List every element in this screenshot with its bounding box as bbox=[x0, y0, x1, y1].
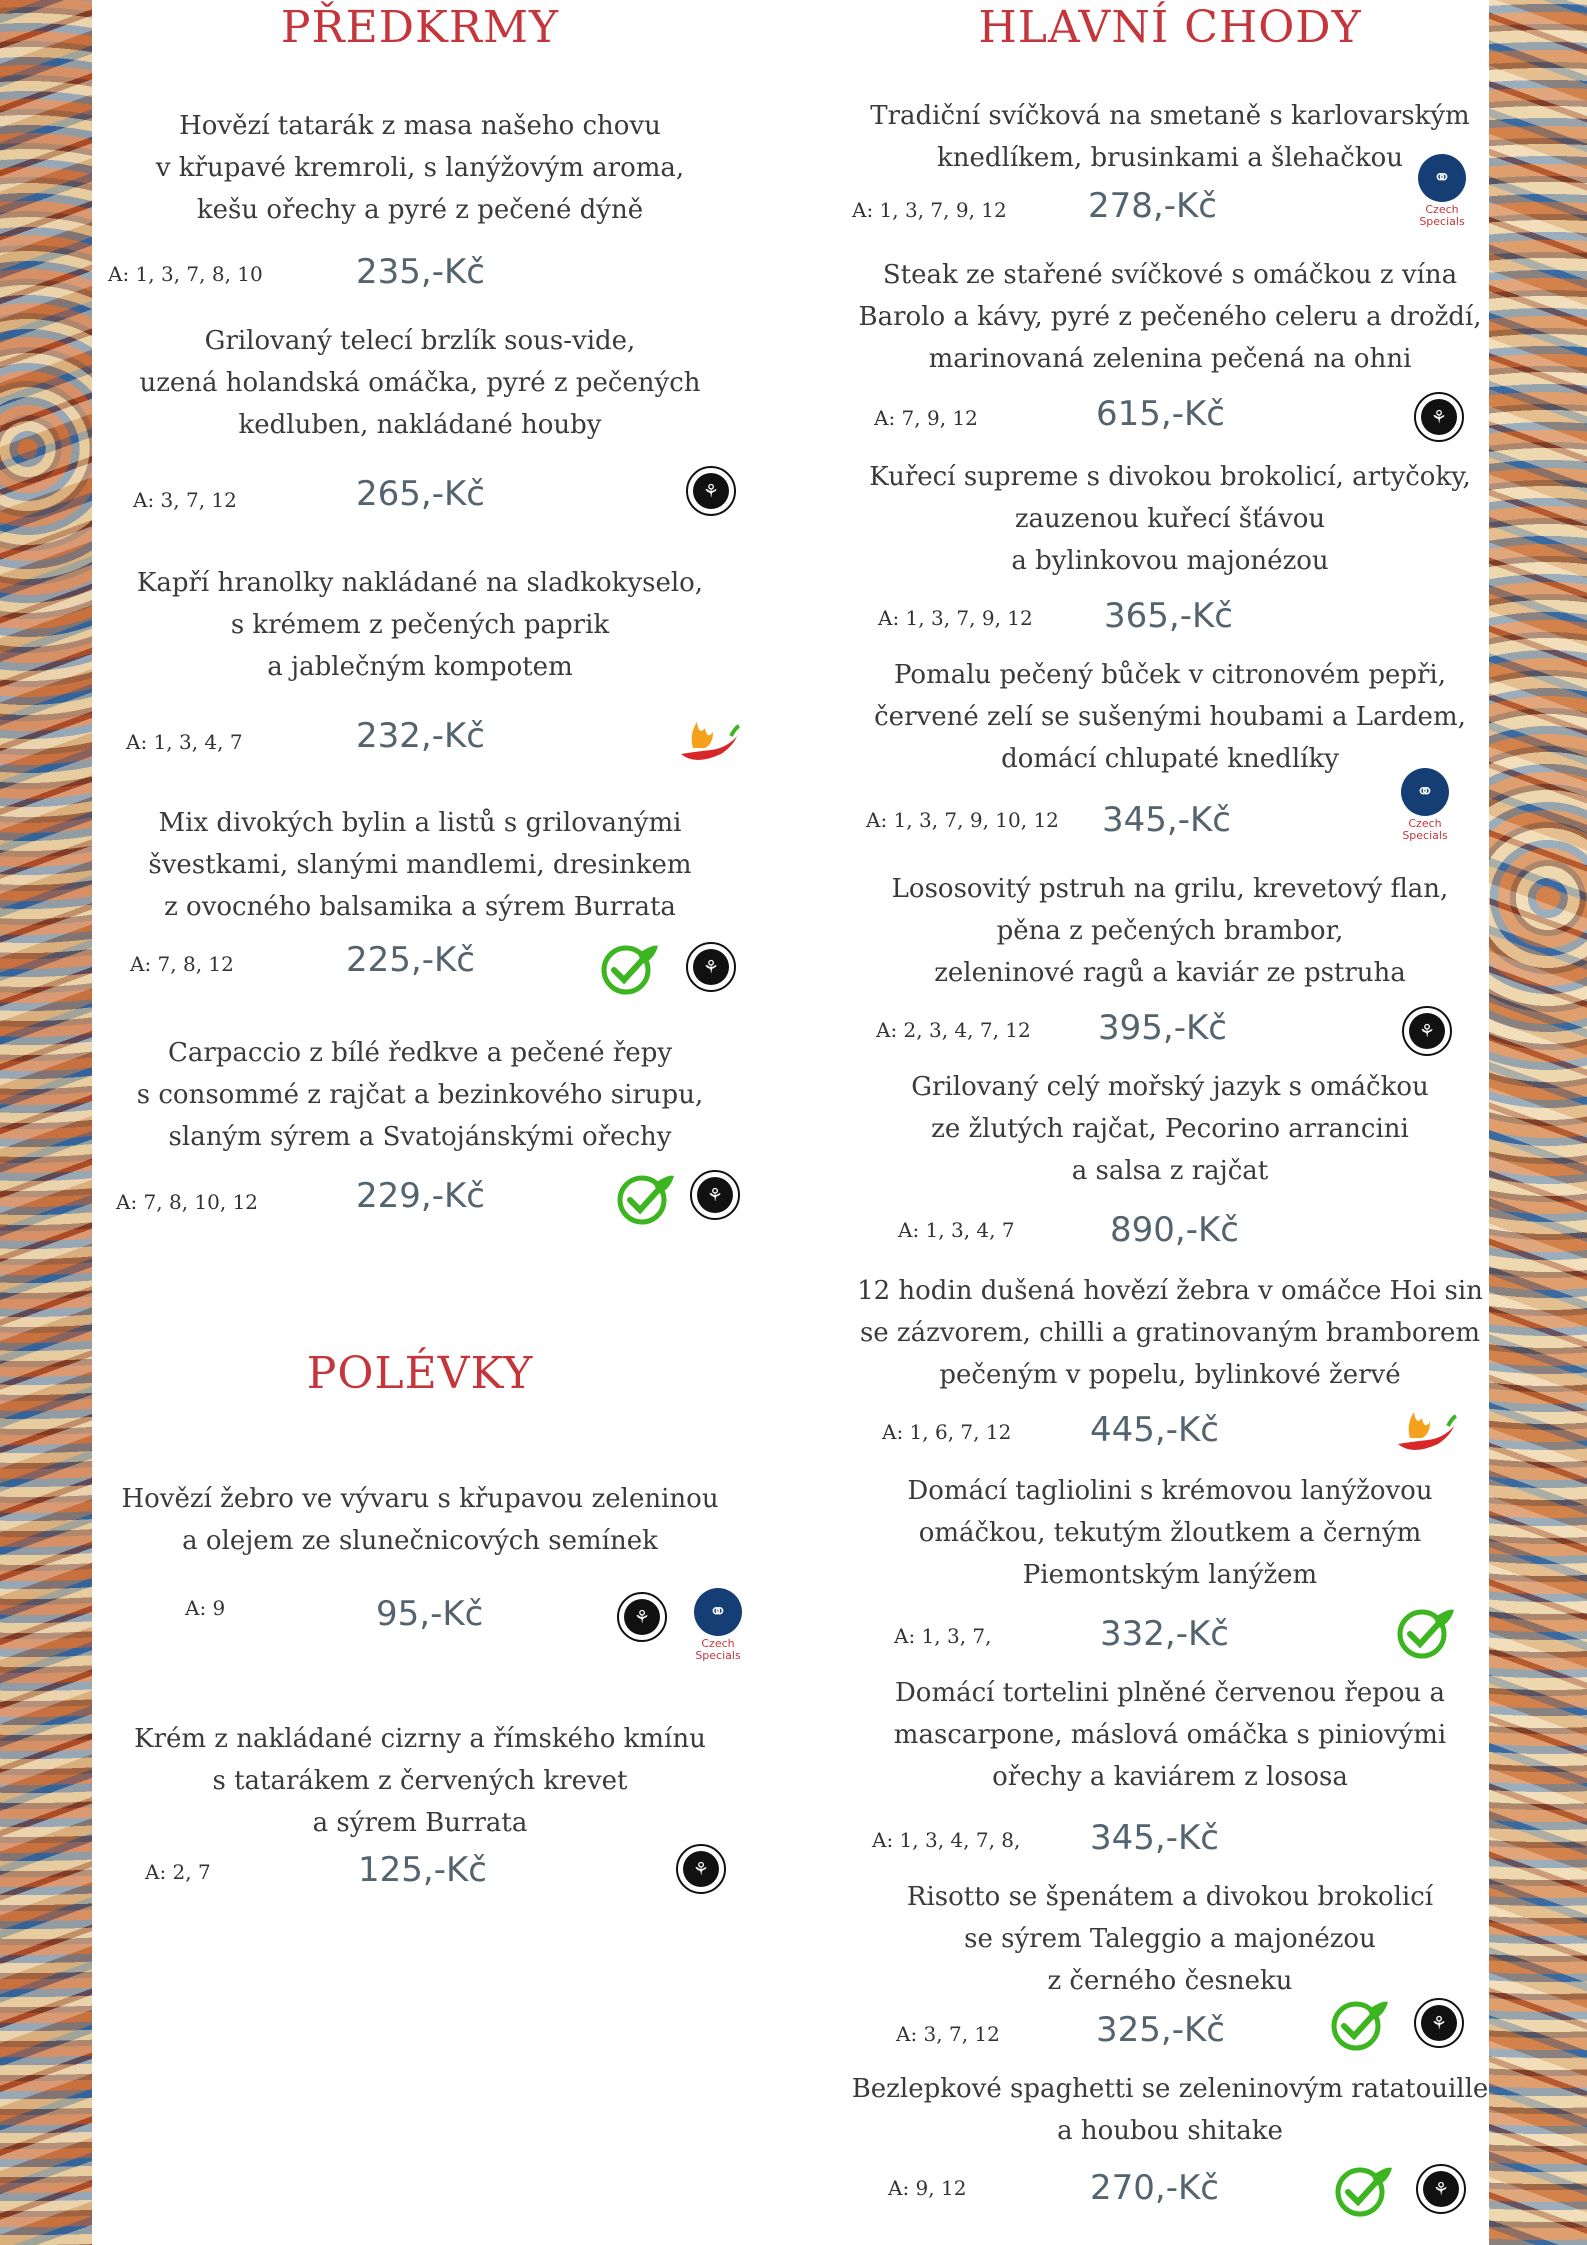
menu-item-price: 265,-Kč bbox=[356, 474, 485, 514]
menu-item-allergens: A: 9 bbox=[185, 1596, 226, 1620]
menu-item-description: Mix divokých bylin a listů s grilovanými švestkami, slanými mandlemi, dresinkem z ovocného balsamika a sýrem Burrata bbox=[148, 808, 692, 922]
menu-item-description: Grilovaný celý mořský jazyk s omáčkou ze žlutých rajčat, Pecorino arrancini a salsa z rajčat bbox=[911, 1072, 1429, 1186]
menu-item-description: Kuřecí supreme s divokou brokolicí, artyčoky, zauzenou kuřecí šťávou a bylinkovou majonézou bbox=[869, 462, 1471, 576]
menu-item-description: Risotto se špenátem a divokou brokolicí se sýrem Taleggio a majonézou z černého česneku bbox=[906, 1882, 1434, 1996]
gluten-free-icon: ⚘ bbox=[1416, 2164, 1466, 2214]
gluten-free-icon: ⚘ bbox=[1414, 1998, 1464, 2048]
czech-specials-icon: ⚭ Czech Specials bbox=[1397, 768, 1453, 842]
menu-item-description: Domácí tortelini plněné červenou řepou a mascarpone, máslová omáčka s piniovými ořechy a kaviárem z lososa bbox=[893, 1678, 1447, 1792]
section-title-hlavni-chody: HLAVNÍ CHODY bbox=[978, 2, 1362, 53]
menu-item-description: Kapří hranolky nakládané na sladkokyselo, s krémem z pečených paprik a jablečným kompotem bbox=[136, 568, 704, 682]
menu-item-allergens: A: 3, 7, 12 bbox=[133, 488, 237, 512]
menu-item-price: 345,-Kč bbox=[1102, 800, 1231, 840]
menu-item-description: Krém z nakládané cizrny a římského kmínu s tatarákem z červených krevet a sýrem Burrata bbox=[134, 1724, 706, 1838]
menu-item-allergens: A: 1, 3, 7, bbox=[894, 1624, 992, 1648]
menu-item-price: 332,-Kč bbox=[1100, 1614, 1229, 1654]
menu-item-description: Tradiční svíčková na smetaně s karlovarským knedlíkem, brusinkami a šlehačkou bbox=[870, 101, 1470, 173]
menu-item-allergens: A: 1, 3, 4, 7 bbox=[898, 1218, 1015, 1242]
menu-item-allergens: A: 1, 3, 7, 8, 10 bbox=[108, 262, 263, 286]
menu-item-description: Carpaccio z bílé ředkve a pečené řepy s consommé z rajčat a bezinkového sirupu, slaným sýrem a Svatojánskými ořechy bbox=[136, 1038, 704, 1152]
menu-item-price: 345,-Kč bbox=[1090, 1818, 1219, 1858]
vegetarian-check-icon bbox=[614, 1170, 676, 1226]
chili-pepper-icon bbox=[675, 714, 741, 768]
menu-item-description: Grilovaný telecí brzlík sous-vide, uzená holandská omáčka, pyré z pečených kedluben, nakládané houby bbox=[139, 326, 701, 440]
menu-item-description: Hovězí žebro ve vývaru s křupavou zeleninou a olejem ze slunečnicových semínek bbox=[121, 1484, 719, 1556]
menu-item-allergens: A: 1, 6, 7, 12 bbox=[882, 1420, 1012, 1444]
gluten-free-icon: ⚘ bbox=[1402, 1006, 1452, 1056]
decorative-border-left bbox=[0, 0, 92, 2245]
menu-item-price: 235,-Kč bbox=[356, 252, 485, 292]
menu-item-price: 278,-Kč bbox=[1088, 186, 1217, 226]
gluten-free-icon: ⚘ bbox=[690, 1170, 740, 1220]
menu-item-price: 395,-Kč bbox=[1098, 1008, 1227, 1048]
vegetarian-check-icon bbox=[1394, 1604, 1456, 1660]
menu-item-allergens: A: 1, 3, 7, 9, 12 bbox=[878, 606, 1033, 630]
menu-item-price: 445,-Kč bbox=[1090, 1410, 1219, 1450]
menu-item-price: 615,-Kč bbox=[1096, 394, 1225, 434]
menu-item-allergens: A: 7, 9, 12 bbox=[874, 406, 978, 430]
menu-item-price: 95,-Kč bbox=[376, 1594, 484, 1634]
czech-specials-icon: ⚭ Czech Specials bbox=[690, 1588, 746, 1662]
decorative-border-right bbox=[1489, 0, 1587, 2245]
menu-item-price: 232,-Kč bbox=[356, 716, 485, 756]
menu-item-price: 229,-Kč bbox=[356, 1176, 485, 1216]
gluten-free-icon: ⚘ bbox=[686, 942, 736, 992]
menu-item-price: 225,-Kč bbox=[346, 940, 475, 980]
section-title-polevky: POLÉVKY bbox=[306, 1348, 534, 1399]
menu-item-allergens: A: 7, 8, 12 bbox=[130, 952, 234, 976]
gluten-free-icon: ⚘ bbox=[1414, 392, 1464, 442]
menu-item-allergens: A: 7, 8, 10, 12 bbox=[116, 1190, 259, 1214]
menu-item-allergens: A: 2, 3, 4, 7, 12 bbox=[876, 1018, 1031, 1042]
gluten-free-icon: ⚘ bbox=[617, 1592, 667, 1642]
menu-item-allergens: A: 1, 3, 4, 7, 8, bbox=[872, 1828, 1021, 1852]
menu-item-description: Lososovitý pstruh na grilu, krevetový flan, pěna z pečených brambor, zeleninové ragů a kaviár ze pstruha bbox=[891, 874, 1449, 988]
menu-item-allergens: A: 3, 7, 12 bbox=[896, 2022, 1000, 2046]
menu-item-price: 365,-Kč bbox=[1104, 596, 1233, 636]
menu-item-price: 270,-Kč bbox=[1090, 2168, 1219, 2208]
menu-item-description: Hovězí tatarák z masa našeho chovu v křupavé kremroli, s lanýžovým aroma, kešu ořechy a pyré z pečené dýně bbox=[155, 111, 685, 225]
chili-pepper-icon bbox=[1392, 1404, 1458, 1458]
gluten-free-icon: ⚘ bbox=[676, 1844, 726, 1894]
menu-item-allergens: A: 1, 3, 7, 9, 12 bbox=[852, 198, 1007, 222]
menu-item-description: Steak ze stařené svíčkové s omáčkou z vína Barolo a kávy, pyré z pečeného celeru a droždí, marinovaná zelenina pečená na ohni bbox=[858, 260, 1482, 374]
menu-item-description: Bezlepkové spaghetti se zeleninovým ratatouille a houbou shitake bbox=[851, 2074, 1489, 2146]
menu-item-allergens: A: 1, 3, 7, 9, 10, 12 bbox=[866, 808, 1059, 832]
menu-item-price: 890,-Kč bbox=[1110, 1210, 1239, 1250]
menu-item-allergens: A: 2, 7 bbox=[145, 1860, 211, 1884]
vegetarian-check-icon bbox=[1332, 2162, 1394, 2218]
vegetarian-check-icon bbox=[598, 940, 660, 996]
menu-item-description: 12 hodin dušená hovězí žebra v omáčce Hoi sin se zázvorem, chilli a gratinovaným bramborem pečeným v popelu, bylinkové žervé bbox=[857, 1276, 1483, 1390]
menu-item-price: 325,-Kč bbox=[1096, 2010, 1225, 2050]
menu-item-description: Pomalu pečený bůček v citronovém pepři, červené zelí se sušenými houbami a Lardem, domácí chlupaté knedlíky bbox=[874, 660, 1466, 774]
menu-item-price: 125,-Kč bbox=[358, 1850, 487, 1890]
gluten-free-icon: ⚘ bbox=[686, 466, 736, 516]
menu-item-allergens: A: 9, 12 bbox=[888, 2176, 967, 2200]
menu-item-allergens: A: 1, 3, 4, 7 bbox=[126, 730, 243, 754]
menu-item-description: Domácí tagliolini s krémovou lanýžovou omáčkou, tekutým žloutkem a černým Piemontským lanýžem bbox=[907, 1476, 1433, 1590]
czech-specials-icon: ⚭ Czech Specials bbox=[1414, 154, 1470, 228]
vegetarian-check-icon bbox=[1328, 1996, 1390, 2052]
section-title-predkrmy: PŘEDKRMY bbox=[280, 2, 560, 53]
